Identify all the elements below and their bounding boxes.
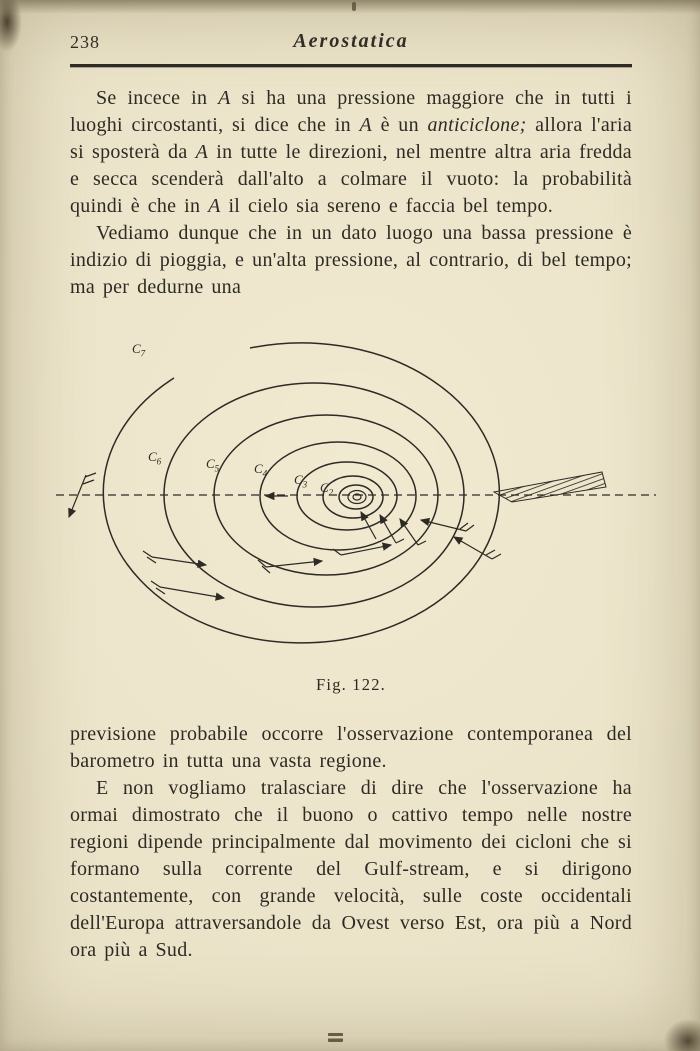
emphasis-text: A xyxy=(195,140,209,163)
body-text-bottom xyxy=(70,721,632,964)
emphasis-text: anticiclone; xyxy=(427,113,527,136)
body-text: Se incece in xyxy=(96,86,219,109)
wind-arrow-sw-2 xyxy=(151,581,224,598)
body-text: si ha una pressione maggiore che in tutti i luoghi circostanti, si dice che in xyxy=(70,86,633,136)
isobar-label-c2: $C_2$ xyxy=(320,479,334,498)
page-number: 238 xyxy=(70,32,100,52)
cyclone-figure xyxy=(56,305,656,667)
figure-caption: Fig. 122. xyxy=(316,674,386,694)
body-text: allora l'aria si sposterà da xyxy=(70,113,632,163)
stain-bottom-center xyxy=(328,1033,343,1042)
paragraph xyxy=(70,775,632,964)
stain-top-left xyxy=(0,0,22,52)
body-text: E non vogliamo tralasciare di dire che l'osservazione ha ormai dimostrato che il buono o cattivo tempo nelle nostre regioni dipende principalmente dal movimento dei cicloni che si formano sulla corrente del Gulf-stream, e si dirigono costantemente, con grande velocità, sulle coste occidentali dell'Europa attraversandole da Ovest verso Est, ora più a Nord ora più a Sud. xyxy=(70,776,632,961)
hatched-arrow xyxy=(494,472,606,502)
wind-arrow-sw-1 xyxy=(143,551,206,565)
body-text: Vediamo dunque che in un dato luogo una bassa pressione è indizio di pioggia, e un'alta pressione, al contrario, di bel tempo; ma per dedurne una xyxy=(70,221,632,298)
isobar-c6 xyxy=(164,383,464,607)
body-text: in tutte le direzioni, nel mentre altra aria fredda e secca scenderà dall'alto a colmare il vuoto: la probabilità quindi è che in xyxy=(70,140,632,217)
isobar-c7 xyxy=(103,342,499,642)
body-text-top xyxy=(70,85,632,301)
header-rule xyxy=(70,64,632,67)
running-title: Aerostatica xyxy=(293,30,409,52)
emphasis-text: A xyxy=(218,86,231,109)
body-text: previsione probabile occorre l'osservazione contemporanea del barometro in tutta una vasta regione. xyxy=(70,722,632,772)
paragraph xyxy=(70,85,632,220)
wind-arrow-e-2 xyxy=(454,537,501,559)
isobar-label-c3: $C_3$ xyxy=(294,471,308,490)
isobar-c5 xyxy=(214,415,438,575)
page-content xyxy=(70,0,632,964)
body-text: il cielo sia sereno e faccia bel tempo. xyxy=(220,194,554,217)
body-text: è un xyxy=(372,113,428,136)
isobar-label-c6: $C_6$ xyxy=(148,448,162,467)
isobar-inner-2 xyxy=(348,490,366,503)
isobar-label-c7: $C_7$ xyxy=(132,340,146,359)
isobar-inner-1 xyxy=(339,485,373,509)
paragraph xyxy=(70,220,632,301)
paragraph xyxy=(70,721,632,775)
page-header xyxy=(70,30,632,56)
isobar-label-c4: $C_4$ xyxy=(254,460,268,479)
emphasis-text: A xyxy=(359,113,372,136)
wind-arrow-centre-3 xyxy=(400,519,426,545)
emphasis-text: A xyxy=(208,194,221,217)
isobar-label-c5: $C_5$ xyxy=(206,455,220,474)
stain-bottom-right xyxy=(664,1019,700,1051)
isobar-c3 xyxy=(297,462,397,530)
